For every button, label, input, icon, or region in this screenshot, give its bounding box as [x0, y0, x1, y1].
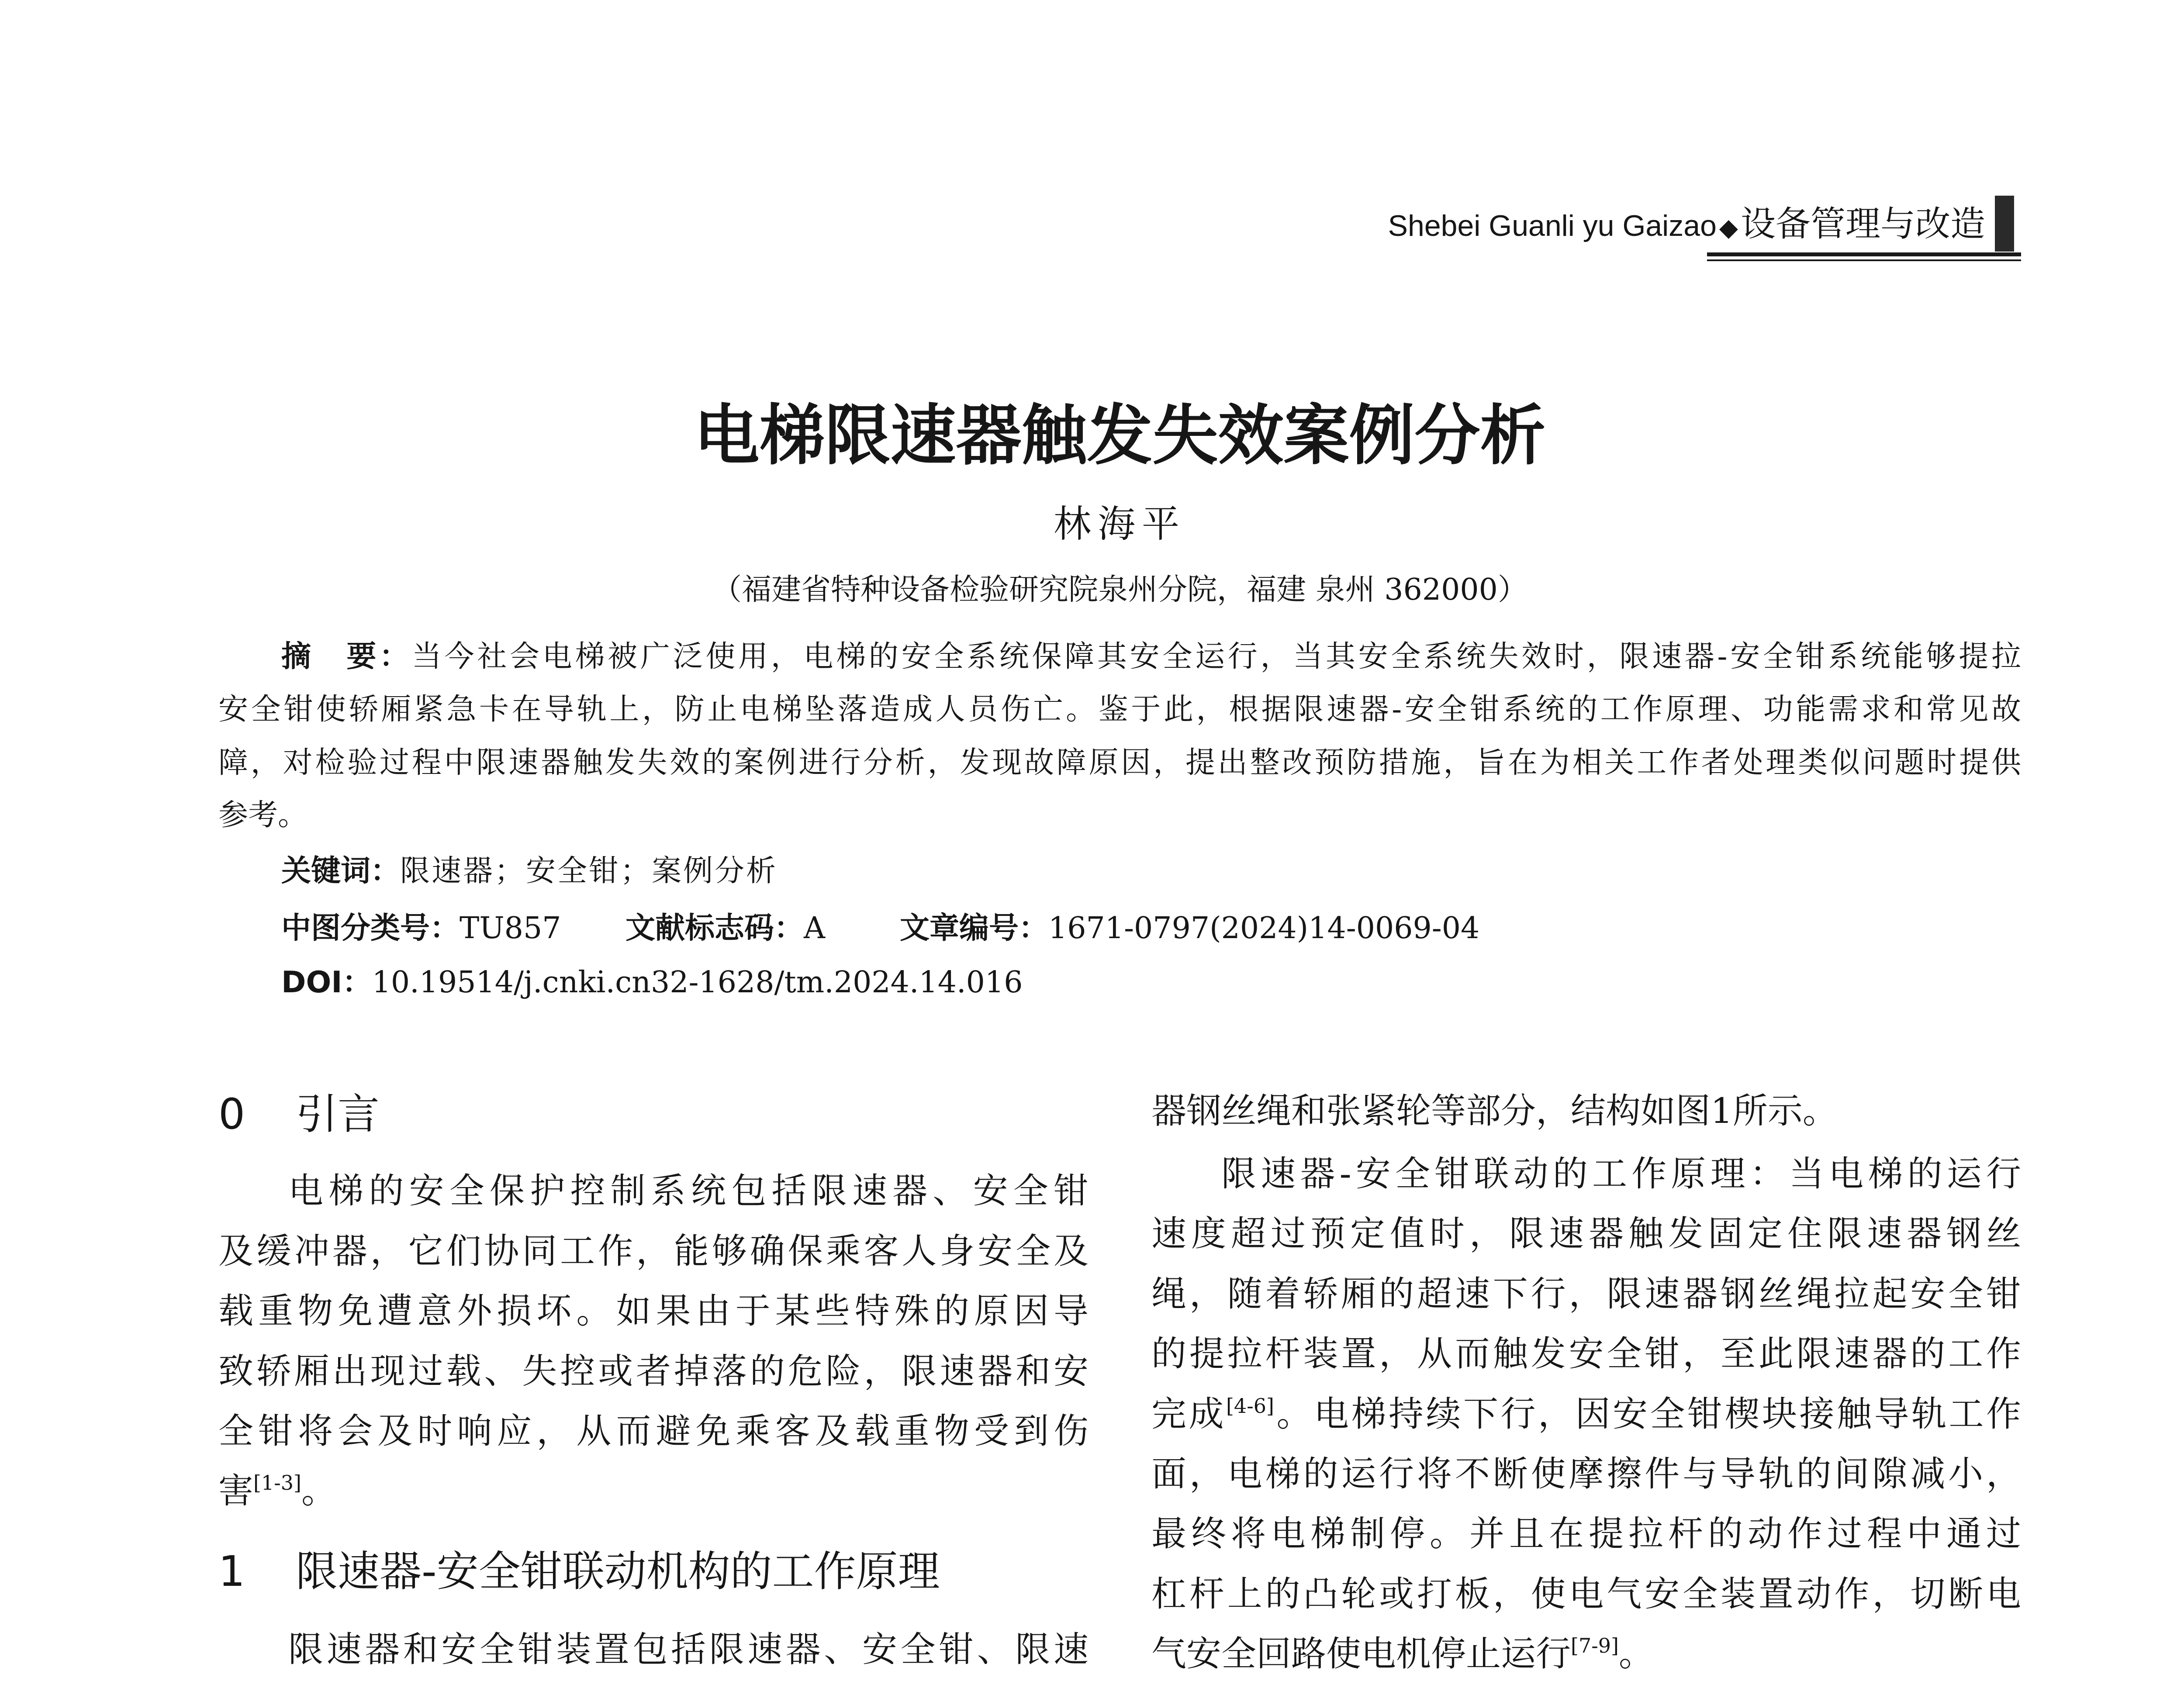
doi: [281, 965, 1023, 1000]
header-underline-thin: [1707, 259, 2021, 261]
keywords: [281, 854, 778, 889]
body-line: 致轿厢出现过载、失控或者掉落的危险，限速器和安: [218, 1351, 1089, 1391]
body-line: 绳，随着轿厢的超速下行，限速器钢丝绳拉起安全钳: [1151, 1274, 2021, 1314]
author-name: 林海平: [1054, 502, 1186, 546]
section-heading: [218, 1545, 1089, 1598]
body-text: 。: [1618, 1633, 1654, 1674]
body-line: 最终将电梯制停。并且在提拉杆的动作过程中通过: [1151, 1513, 2021, 1554]
body-line: 杠杆上的凸轮或打板，使电气安全装置动作，切断电: [1151, 1574, 2021, 1614]
journal-name: 设备管理与改造: [1741, 204, 1985, 244]
document-code-value: A: [804, 911, 826, 946]
clc-label: 中图分类号：: [281, 911, 460, 946]
clc-number: [281, 911, 561, 946]
citation-superscript: [4-6]: [1226, 1394, 1274, 1418]
article-title: 电梯限速器触发失效案例分析: [694, 398, 1546, 474]
abstract-line: 参考。: [218, 798, 308, 832]
section-title: 限速器-安全钳联动机构的工作原理: [296, 1547, 940, 1596]
body-line: [1151, 1392, 2021, 1436]
doi-label: DOI：: [281, 965, 372, 1000]
body-line: 限速器和安全钳装置包括限速器、安全钳、限速: [288, 1629, 1089, 1670]
body-line: [218, 1469, 1089, 1513]
abstract-label: 摘 要：: [281, 639, 412, 674]
doi-value: 10.19514/j.cnki.cn32-1628/tm.2024.14.016: [372, 965, 1023, 1000]
keywords-value: 限速器；安全钳；案例分析: [400, 854, 778, 888]
article-number-label: 文章编号：: [900, 911, 1049, 946]
header-underline-thick: [1707, 252, 2021, 256]
body-text: 。电梯持续下行，因安全钳楔块接触导轨工作: [1274, 1394, 2022, 1434]
abstract-line: 障，对检验过程中限速器触发失效的案例进行分析，发现故障原因，提出整改预防措施，旨在为相关工作者处理类似问题时提供: [218, 746, 2021, 780]
body-line: 电梯的安全保护控制系统包括限速器、安全钳: [288, 1170, 1089, 1211]
author-affiliation: （福建省特种设备检验研究院泉州分院，福建 泉州 362000）: [712, 573, 1527, 607]
journal-header: [1388, 204, 1985, 244]
abstract-line: [218, 639, 2021, 674]
header-bar: [1995, 196, 2014, 252]
section-heading: [218, 1088, 1089, 1140]
document-code-label: 文献标志码：: [625, 911, 804, 946]
article-number-value: 1671-0797(2024)14-0069-04: [1048, 911, 1480, 946]
body-line: 的提拉杆装置，从而触发安全钳，至此限速器的工作: [1151, 1333, 2021, 1374]
diamond-separator-icon: ◆: [1719, 214, 1738, 242]
abstract-line: 安全钳使轿厢紧急卡在导轨上，防止电梯坠落造成人员伤亡。鉴于此，根据限速器-安全钳系统的工作原理、功能需求和常见故: [218, 692, 2021, 727]
body-line: 器钢丝绳和张紧轮等部分，结构如图1所示。: [1151, 1091, 1838, 1131]
body-text: 完成: [1151, 1394, 1227, 1434]
body-line: 面，电梯的运行将不断使摩擦件与导轨的间隙减小，: [1151, 1453, 2021, 1494]
abstract-text: 当今社会电梯被广泛使用，电梯的安全系统保障其安全运行，当其安全系统失效时，限速器-安全钳系统能够提拉: [411, 639, 2021, 674]
body-line: 速度超过预定值时，限速器触发固定住限速器钢丝: [1151, 1213, 2021, 1254]
body-line: 限速器-安全钳联动的工作原理：当电梯的运行: [1221, 1153, 2021, 1194]
section-title: 引言: [296, 1090, 380, 1139]
body-text: 气安全回路使电机停止运行: [1151, 1633, 1571, 1674]
body-line: [1151, 1632, 2021, 1676]
section-number: 1: [218, 1547, 245, 1596]
body-line: 及缓冲器，它们协同工作，能够确保乘客人身安全及: [218, 1231, 1089, 1271]
body-line: 全钳将会及时响应，从而避免乘客及载重物受到伤: [218, 1411, 1089, 1451]
journal-pinyin: Shebei Guanli yu Gaizao: [1388, 209, 1717, 242]
keywords-label: 关键词：: [281, 854, 401, 888]
citation-superscript: [1-3]: [253, 1471, 301, 1495]
citation-superscript: [7-9]: [1571, 1634, 1619, 1657]
document-code: [625, 911, 825, 946]
clc-value: TU857: [460, 911, 561, 946]
body-text: 害: [218, 1471, 253, 1511]
body-line: 载重物免遭意外损坏。如果由于某些特殊的原因导: [218, 1291, 1089, 1331]
section-number: 0: [218, 1090, 245, 1139]
body-text: 。: [301, 1471, 336, 1511]
article-number: [900, 911, 1479, 946]
